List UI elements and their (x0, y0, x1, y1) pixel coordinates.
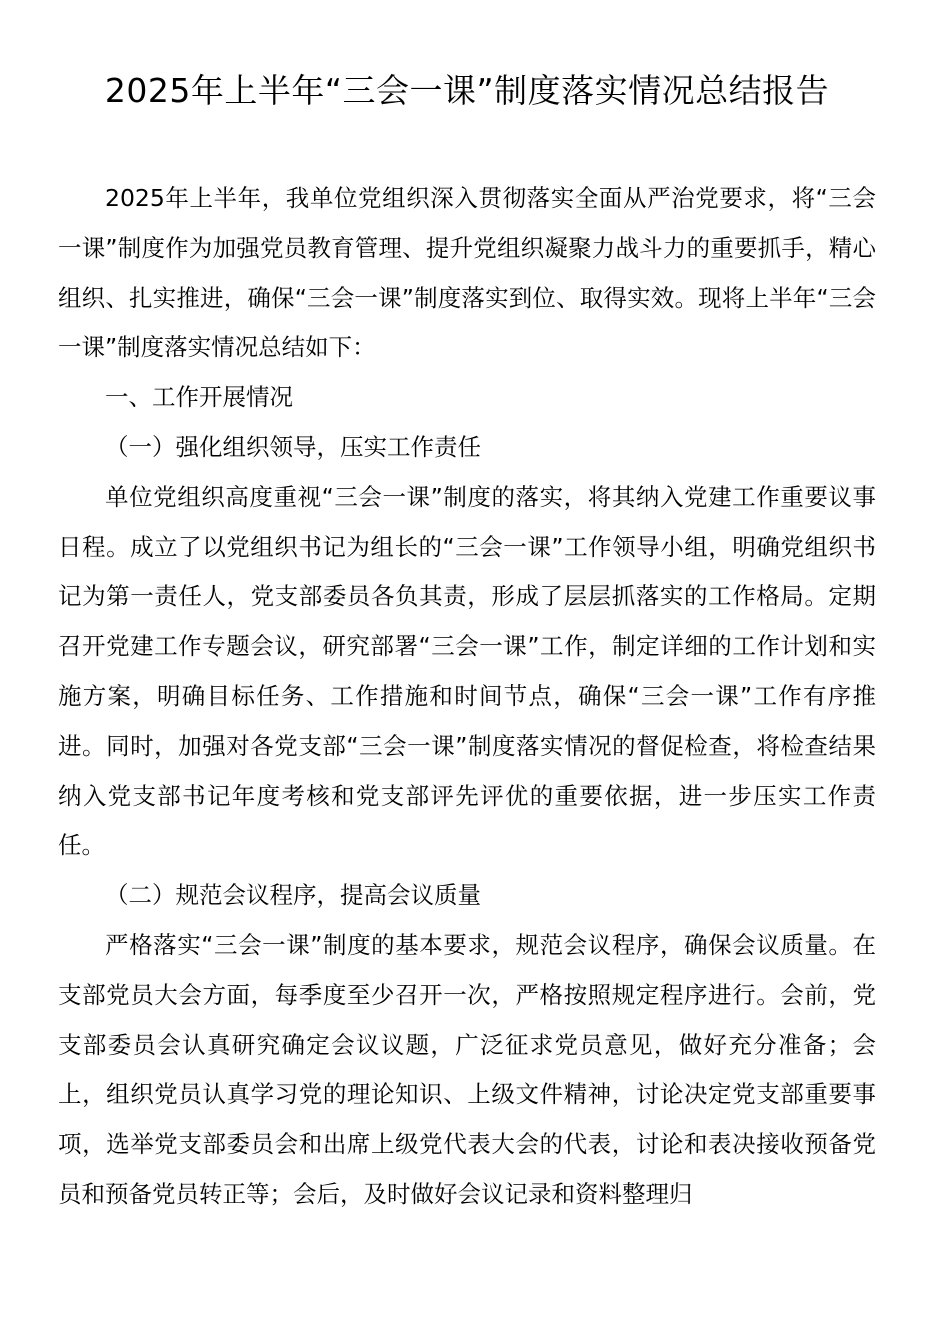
subsection-body-organization-leadership: 单位党组织高度重视“三会一课”制度的落实，将其纳入党建工作重要议事日程。成立了以党组织书记为组长的“三会一课”工作领导小组，明确党组织书记为第一责任人，党支部委员各负其责，形成了层层抓落实的工作格局。定期召开党建工作专题会议，研究部署“三会一课”工作，制定详细的工作计划和实施方案，明确目标任务、工作措施和时间节点，确保“三会一课”工作有序推进。同时，加强对各党支部“三会一课”制度落实情况的督促检查，将检查结果纳入党支部书记年度考核和党支部评先评优的重要依据，进一步压实工作责任。 (58, 482, 876, 860)
document-body (58, 174, 876, 1220)
subsection-body-meeting-procedure: 严格落实“三会一课”制度的基本要求，规范会议程序，确保会议质量。在支部党员大会方面，每季度至少召开一次，严格按照规定程序进行。会前，党支部委员会认真研究确定会议议题，广泛征求党员意见，做好充分准备；会上，组织党员认真学习党的理论知识、上级文件精神，讨论决定党支部重要事项，选举党支部委员会和出席上级党代表大会的代表，讨论和表决接收预备党员和预备党员转正等；会后，及时做好会议记录和资料整理归 (58, 930, 876, 1208)
document-title: 2025年上半年“三会一课”制度落实情况总结报告 (104, 71, 830, 110)
subsection-heading-organization-leadership: （一）强化组织领导，压实工作责任 (105, 432, 481, 461)
section-heading-work-progress: 一、工作开展情况 (105, 383, 293, 412)
subsection-heading-meeting-procedure: （二）规范会议程序，提高会议质量 (105, 881, 481, 910)
intro-paragraph: 2025年上半年，我单位党组织深入贯彻落实全面从严治党要求，将“三会一课”制度作为加强党员教育管理、提升党组织凝聚力战斗力的重要抓手，精心组织、扎实推进，确保“三会一课”制度落实到位、取得实效。现将上半年“三会一课”制度落实情况总结如下： (58, 184, 876, 362)
